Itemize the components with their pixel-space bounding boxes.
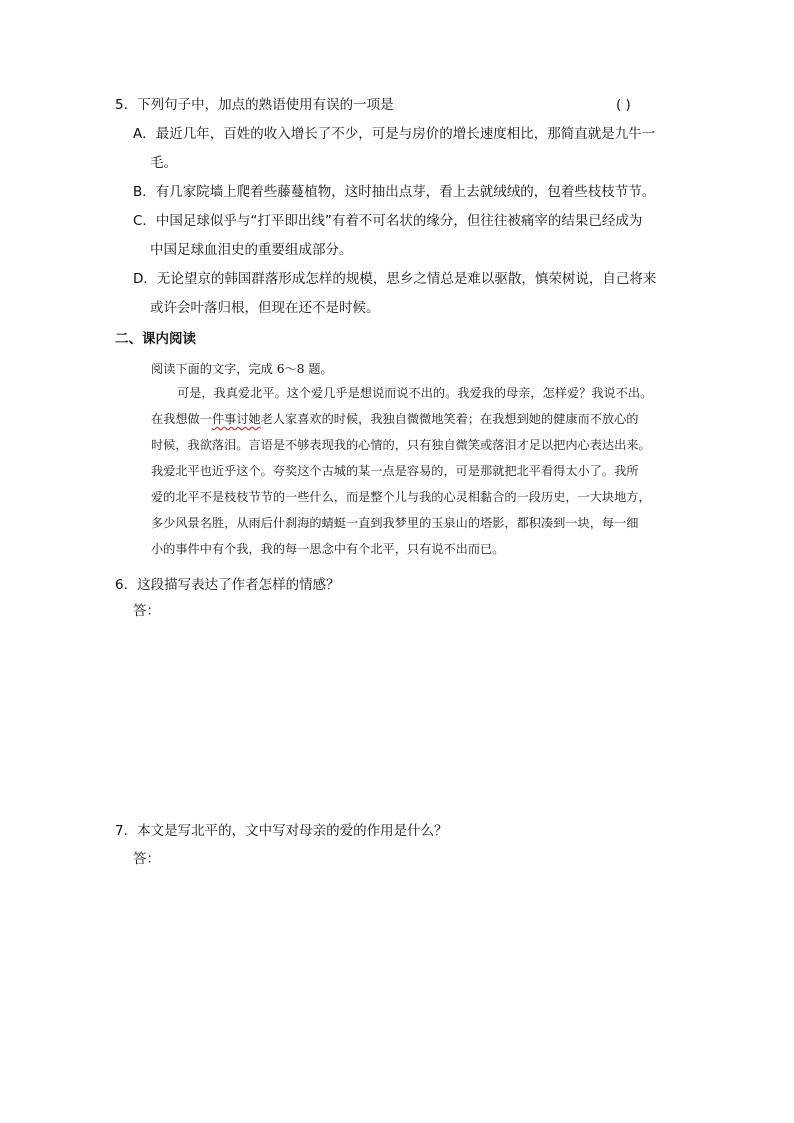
q5-option-a-line2: 毛。 bbox=[150, 155, 177, 171]
q7-answer-label: 答： bbox=[133, 851, 160, 867]
passage-line: 可是，我真爱北平。这个爱几乎是想说而说不出的。我爱我的母亲，怎样爱？我说不出。 bbox=[177, 386, 653, 400]
q5-answer-paren: ( ) bbox=[616, 97, 631, 113]
q5-option-d-line1: D．无论望京的韩国群落形成怎样的规模，思乡之情总是难以驱散，慎荣树说，自己将来 bbox=[133, 271, 657, 287]
q5-stem: 5．下列句子中，加点的熟语使用有误的一项是 bbox=[115, 97, 394, 113]
passage-line: 我爱北平也近乎这个。夸奖这个古城的某一点是容易的，可是那就把北平看得太小了。我所 bbox=[151, 464, 639, 478]
passage-line: 小的事件中有个我，我的每一思念中有个北平，只有说不出而已。 bbox=[151, 542, 505, 556]
passage-line: 时候，我欲落泪。言语是不够表现我的心情的，只有独自微笑或落泪才足以把内心表达出来。 bbox=[151, 438, 651, 452]
q7-stem: 7．本文是写北平的，文中写对母亲的爱的作用是什么？ bbox=[115, 823, 448, 839]
q5-option-b-line1: B．有几家院墙上爬着些藤蔓植物，这时抽出点芽，看上去就绒绒的，包着些枝枝节节。 bbox=[133, 184, 656, 200]
q5-option-d-line2: 或许会叶落归根，但现在还不是时候。 bbox=[150, 300, 380, 316]
section-title: 二、课内阅读 bbox=[115, 331, 196, 347]
q5-option-a-line1: A．最近几年，百姓的收入增长了不少，可是与房价的增长速度相比，那简直就是九牛一 bbox=[133, 126, 656, 142]
q5-option-c-line2: 中国足球血泪史的重要组成部分。 bbox=[150, 242, 353, 258]
passage-line: 在我想做一件事讨她老人家喜欢的时候，我独自微微地笑着；在我想到她的健康而不放心的 bbox=[151, 412, 639, 426]
reading-passage bbox=[151, 380, 691, 562]
reading-instruction: 阅读下面的文字，完成 6～8 题。 bbox=[151, 362, 333, 376]
wavy-underlined-phrase: 件事讨她 bbox=[211, 412, 261, 426]
q6-answer-label: 答： bbox=[133, 603, 160, 619]
q5-option-c-line1: C．中国足球似乎与“打平即出线”有着不可名状的缘分，但往往被痛宰的结果已经成为 bbox=[133, 213, 643, 229]
passage-line: 爱的北平不是枝枝节节的一些什么，而是整个儿与我的心灵相黏合的一段历史，一大块地方， bbox=[151, 490, 651, 504]
passage-line: 多少风景名胜，从雨后什刹海的蜻蜓一直到我梦里的玉泉山的塔影，都积凑到一块，每一细 bbox=[151, 516, 639, 530]
q6-stem: 6．这段描写表达了作者怎样的情感？ bbox=[115, 577, 340, 593]
